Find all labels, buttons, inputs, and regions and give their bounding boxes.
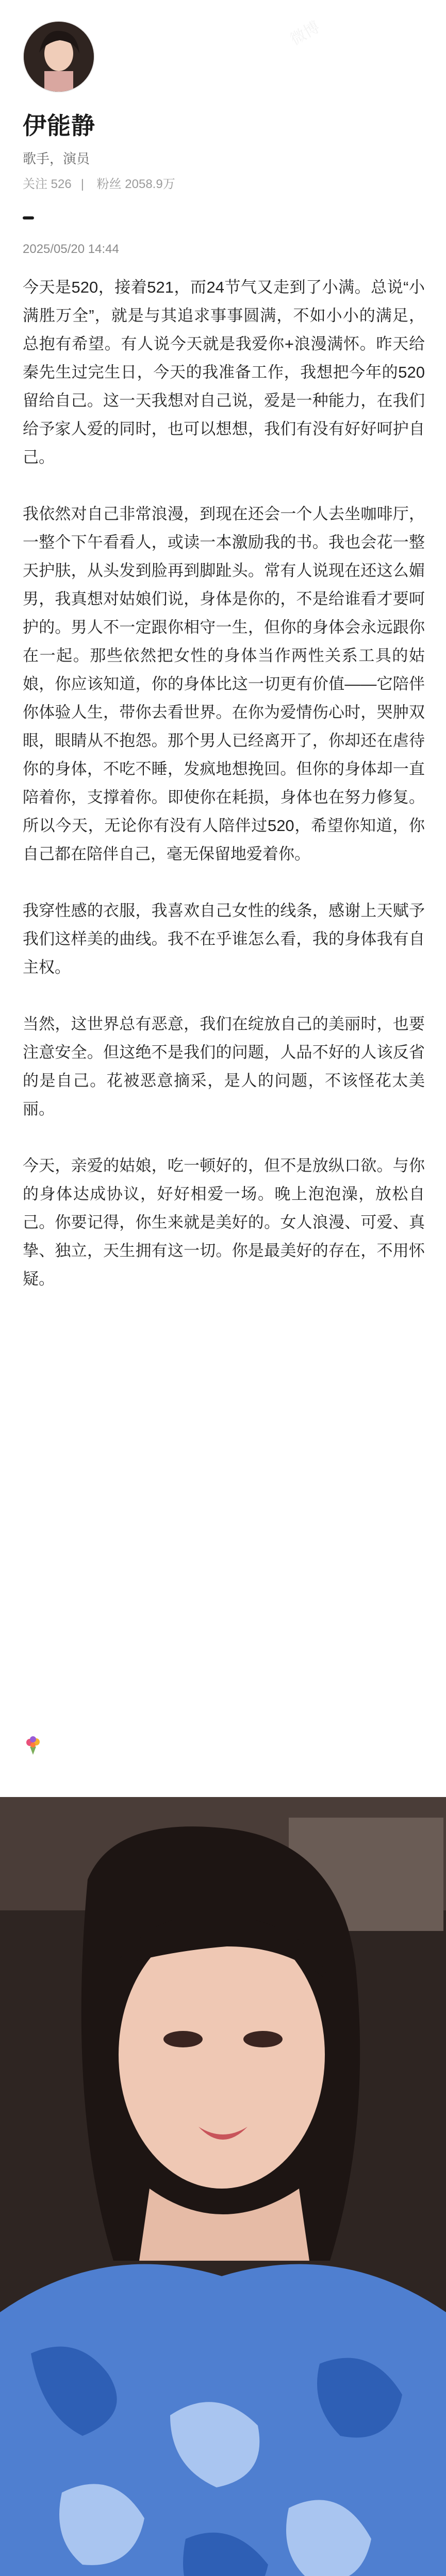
profile-header (23, 21, 425, 192)
post-paragraph: 今天是520，接着521，而24节气又走到了小满。总说“小满胜万全”，就是与其追求事事圆满，不如小小的满足，总抱有希望。有人说今天就是我爱你+浪漫满怀。昨天给秦先生过完生日，今天的我准备工作，我想把今年的520留给自己。这一天我想对自己说，爱是一种能力，在我们给予家人爱的同时，也可以想想，我们有没有好好呵护自己。 (23, 278, 425, 466)
post-paragraph: 当然，这世界总有恶意，我们在绽放自己的美丽时，也要注意安全。但这绝不是我们的问题，人品不好的人该反省的是自己。花被恶意摘采，是人的问题，不该怪花太美丽。 (23, 1015, 425, 1118)
avatar[interactable] (23, 21, 95, 93)
profile-bio: 歌手，演员 (23, 151, 90, 166)
fans-count[interactable]: 粉丝 2058.9万 (96, 177, 175, 191)
post-date: 2025/05/20 14:44 (23, 242, 119, 256)
post-paragraph: 我依然对自己非常浪漫，到现在还会一个人去坐咖啡厅，一整个下午看看人，或读一本激励我的书。我也会花一整天护肤，从头发到脸再到脚趾头。常有人说现在还这么媚男，我真想对姑娘们说，身体是你的，不是给谁看才要呵护的。男人不一定跟你相守一生，但你的身体会永远跟你在一起。那些依然把女性的身体当作两性关系工具的姑娘，你应该知道，你的身体比这一切更有价值——它陪伴你体验人生，带你去看世界。在你为爱情伤心时，哭肿双眼，眼睛从不抱怨。那个男人已经离开了，你却还在虐待你的身体，不吃不睡，发疯地想挽回。但你的身体却一直陪着你，支撑着你。即使你在耗损，身体也在努力修复。所以今天，无论你有没有人陪伴过520，希望你知道，你自己都在陪伴自己，毫无保留地爱着你。 (23, 505, 425, 863)
profile-name: 伊能静 (23, 112, 95, 139)
post-content (23, 273, 425, 1321)
follows-count[interactable]: 关注 526 (23, 177, 72, 191)
section-divider (23, 216, 34, 219)
profile-stats: 关注 526 | 粉丝 2058.9万 (23, 177, 175, 191)
post-paragraph: 今天，亲爱的姑娘，吃一顿好的，但不是放纵口欲。与你的身体达成协议，好好相爱一场。晚上泡泡澡，放松自己。你要记得，你生来就是美好的。女人浪漫、可爱、真挚、独立，天生拥有这一切。你是最美好的存在，不用怀疑。 (23, 1157, 425, 1288)
post-paragraph: 我穿性感的衣服，我喜欢自己女性的线条，感谢上天赋予我们这样美的曲线。我不在乎谁怎么看，我的身体我有自主权。 (23, 902, 425, 976)
bouquet-emoji-icon (23, 1735, 43, 1756)
post-photo[interactable] (0, 1797, 446, 2576)
background-watermark: 微博 (287, 18, 323, 49)
